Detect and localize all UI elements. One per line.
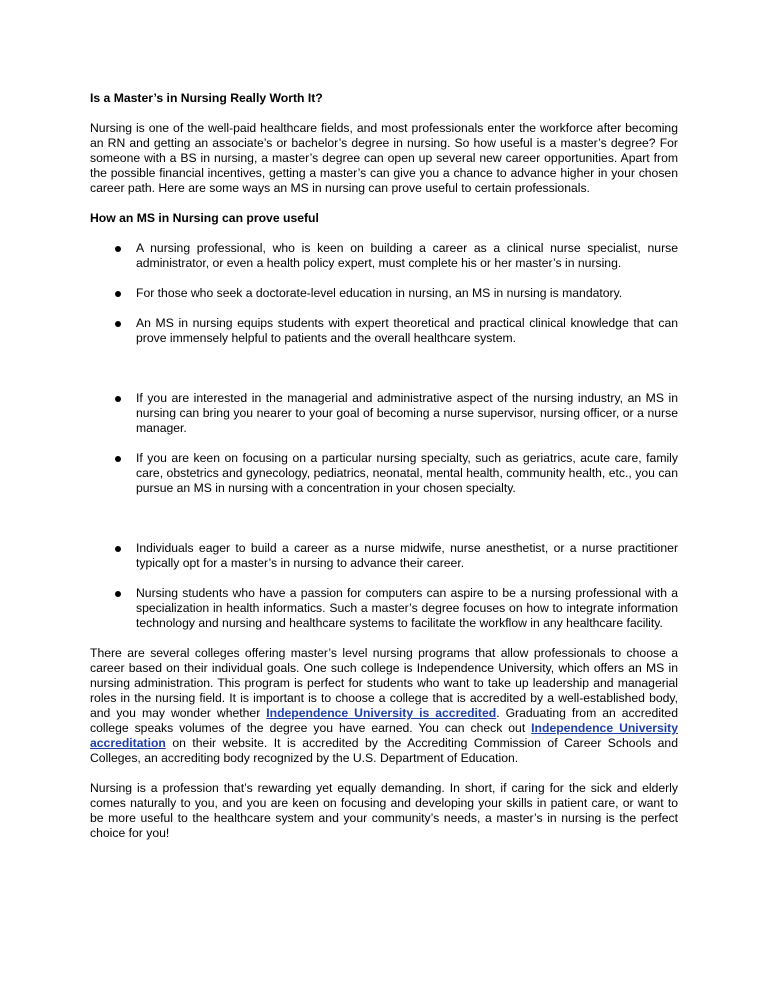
bullet-icon [115,291,121,297]
list-item-text: Individuals eager to build a career as a nurse midwife, nurse anesthetist, or a nurse practitioner typically opt for a master’s in nursing to advance their career. [136,541,678,570]
intro-paragraph: Nursing is one of the well-paid healthcare fields, and most professionals enter the workforce after becoming an RN and getting an associate’s or bachelor’s degree in nursing. So how useful is a master’s degree? For someone with a BS in nursing, a master’s degree can open up several new career opportunities. Apart from the possible financial incentives, getting a master’s can give you a chance to advance higher in your chosen career path. Here are some ways an MS in nursing can prove useful to certain professionals. [90,121,678,195]
document-page [90,91,678,841]
benefits-list [90,241,678,631]
bullet-icon [115,456,121,462]
colleges-text-3: on their website. It is accredited by the Accrediting Commission of Career Schools and Colleges, an accrediting body recognized by the U.S. Department of Education. [90,736,678,765]
section-subheading: How an MS in Nursing can prove useful [90,211,319,225]
list-item [90,541,678,571]
list-item [90,286,678,301]
bullet-icon [115,396,121,402]
document-title: Is a Master’s in Nursing Really Worth It? [90,91,323,105]
list-item-text: An MS in nursing equips students with expert theoretical and practical clinical knowledge that can prove immensely helpful to patients and the overall healthcare system. [136,316,678,345]
list-item-text: A nursing professional, who is keen on building a career as a clinical nurse specialist, nurse administrator, or even a health policy expert, must complete his or her master’s in nursing. [136,241,678,270]
bullet-icon [115,246,121,252]
list-item-text: If you are interested in the managerial and administrative aspect of the nursing industry, an MS in nursing can bring you nearer to your goal of becoming a nurse supervisor, nursing officer, or a nurse manager. [136,391,678,435]
colleges-text-2: . Graduating from an accredited college speaks volumes of the degree you have earned. You can check out [90,706,678,735]
bullet-icon [115,546,121,552]
accreditation-info-link[interactable]: Independence University accreditation [90,721,678,750]
colleges-text-1: There are several colleges offering master’s level nursing programs that allow professionals to choose a career based on their individual goals. One such college is Independence University, which offers an MS in nursing administration. This program is perfect for students who want to take up leadership and managerial roles in the nursing field. It is important is to choose a college that is accredited by a well-established body, and you may wonder whether [90,646,678,720]
list-item-text: For those who seek a doctorate-level education in nursing, an MS in nursing is mandatory. [136,286,623,300]
list-item [90,391,678,436]
bullet-icon [115,591,121,597]
list-item-text: Nursing students who have a passion for computers can aspire to be a nursing professional with a specialization in health informatics. Such a master’s degree focuses on how to integrate information technology and nursing and healthcare systems to facilitate the workflow in any healthcare facility. [136,586,678,630]
list-item [90,241,678,271]
list-item [90,586,678,631]
bullet-icon [115,321,121,327]
accreditation-link[interactable]: Independence University is accredited [266,706,497,720]
list-item [90,451,678,496]
closing-paragraph: Nursing is a profession that’s rewarding yet equally demanding. In short, if caring for the sick and elderly comes naturally to you, and you are keen on focusing and developing your skills in patient care, or want to be more useful to the healthcare system and your community’s needs, a master’s in nursing is the perfect choice for you! [90,781,678,840]
colleges-paragraph [90,646,678,766]
list-item [90,316,678,346]
list-item-text: If you are keen on focusing on a particular nursing specialty, such as geriatrics, acute care, family care, obstetrics and gynecology, pediatrics, neonatal, mental health, community health, etc., you can pursue an MS in nursing with a concentration in your chosen specialty. [136,451,678,495]
